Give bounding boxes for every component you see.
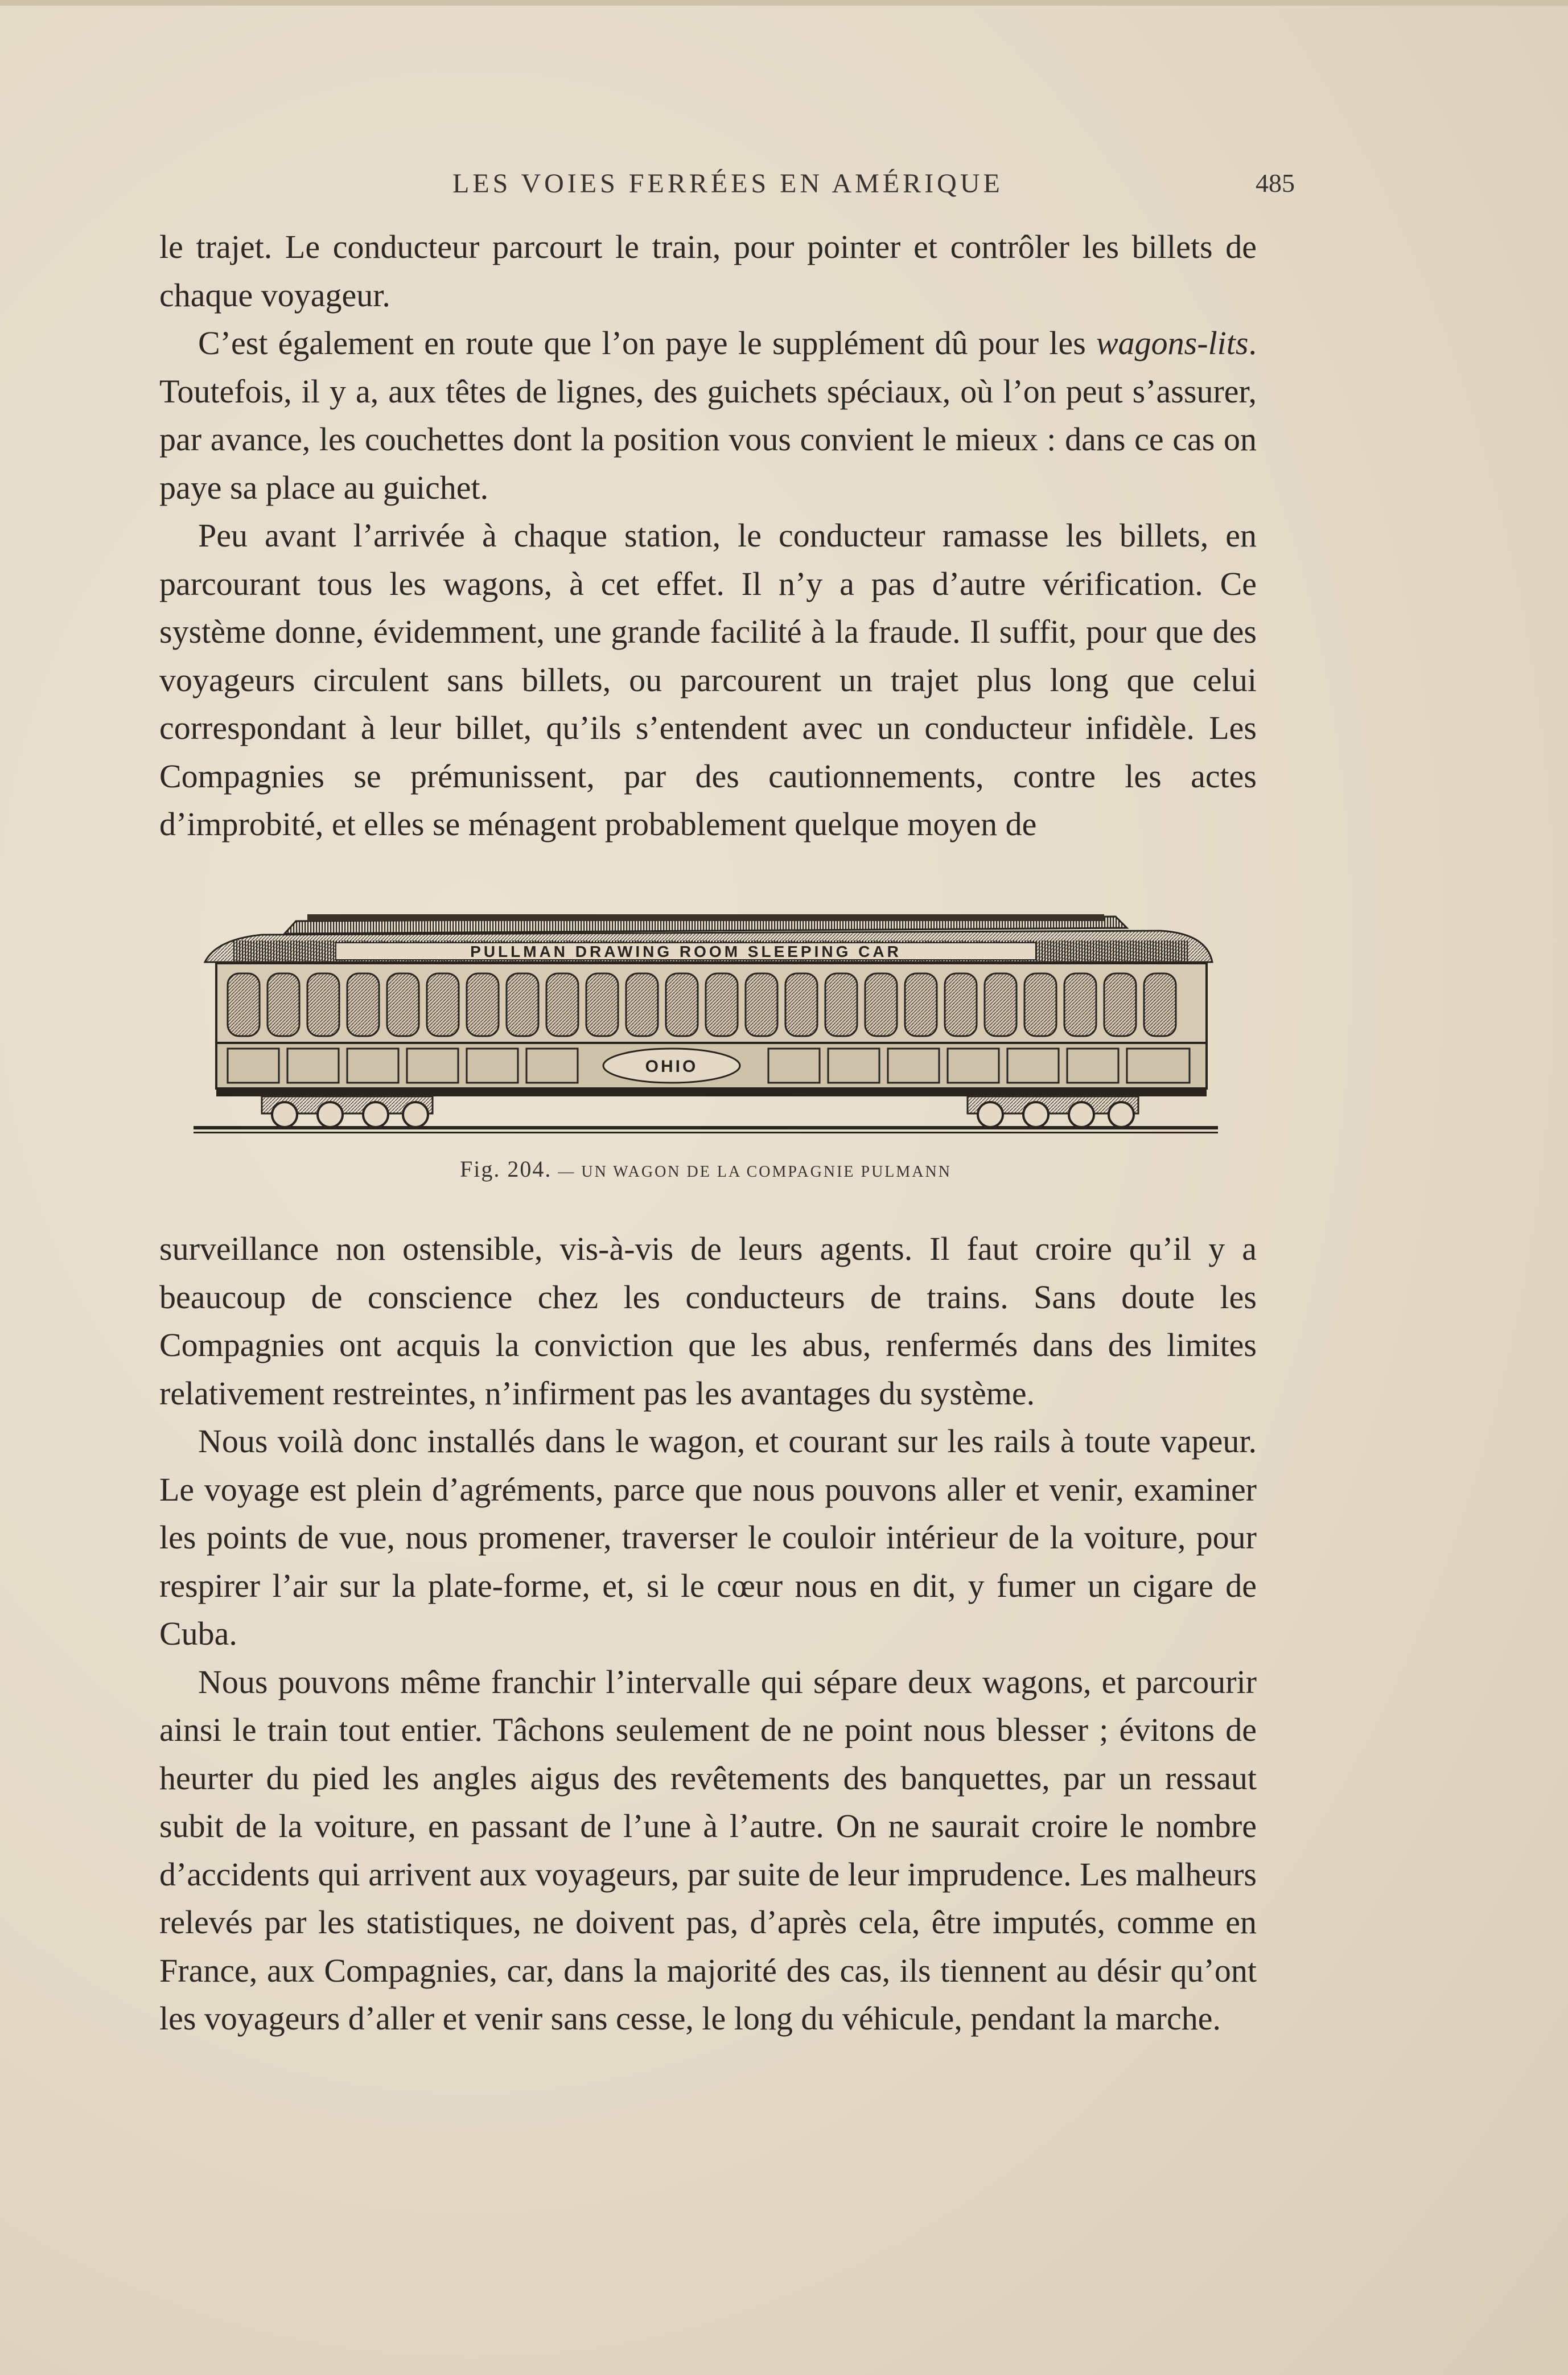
italic-term: wagons-lits	[1096, 324, 1249, 361]
page-number: 485	[1256, 169, 1295, 198]
paragraph: le trajet. Le conducteur parcourt le train, pour pointer et contrôler les billets de chaque voyageur.	[159, 228, 1257, 314]
paragraph: surveillance non ostensible, vis-à-vis de leurs agents. Il faut croire qu’il y a beaucoup de conscience chez les conducteurs de trains. Sans doute les Compagnies ont acquis la conviction que les abus, renfermés dans des limites relativement restreintes, n’infirment pas les avantages du système.	[159, 1230, 1257, 1412]
caption-label: Fig. 204.	[460, 1156, 552, 1182]
car-banner-text: PULLMAN DRAWING ROOM SLEEPING CAR	[470, 943, 902, 960]
figure-caption	[194, 1156, 1218, 1182]
paragraph	[159, 319, 1257, 512]
pullman-car-engraving	[194, 899, 1218, 1139]
page-top-edge	[0, 0, 1568, 6]
paragraph: Nous pouvons même franchir l’intervalle qui sépare deux wagons, et parcourir ainsi le train tout entier. Tâchons seulement de ne point nous blesser ; évitons de heurter du pied les angles aigus des revêtements des banquettes, par un ressaut subit de la voiture, en passant de l’une à l’autre. On ne saurait croire le nombre d’accidents qui arrivent aux voyageurs, par suite de leur imprudence. Les malheurs relevés par les statistiques, ne doivent pas, d’après cela, être imputés, comme en France, aux Compagnies, car, dans la majorité des cas, ils tiennent au désir qu’ont les voyageurs d’aller et venir sans cesse, le long du véhicule, pendant la marche.	[159, 1663, 1257, 2037]
paragraph: Peu avant l’arrivée à chaque station, le conducteur ramasse les billets, en parcourant tous les wagons, à cet effet. Il n’y a pas d’autre vérification. Ce système donne, évidemment, une grande facilité à la fraude. Il suffit, pour que des voyageurs circulent sans billets, ou parcourent un trajet plus long que celui correspondant à leur billet, qu’ils s’entendent avec un conducteur infidèle. Les Compagnies se prémunissent, par des cautionnements, contre les actes d’improbité, et elles se ménagent probablement quelque moyen de	[159, 517, 1257, 843]
paragraph-text: C’est également en route que l’on paye le supplément dû pour les	[198, 324, 1096, 361]
pullman-car-illustration	[194, 899, 1218, 1139]
page-header	[157, 168, 1295, 213]
caption-text: — UN WAGON DE LA COMPAGNIE PULMANN	[558, 1163, 952, 1181]
car-name-text: OHIO	[645, 1057, 698, 1076]
body-text-top	[159, 223, 1257, 849]
paragraph-text: . Toutefois, il y a, aux têtes de lignes, des guichets spéciaux, où l’on peut s’assurer, par avance, les couchettes dont la position vous convient le mieux : dans ce cas on paye sa place au guichet.	[159, 324, 1257, 506]
body-text-bottom	[159, 1225, 1257, 2043]
running-title: LES VOIES FERRÉES EN AMÉRIQUE	[452, 169, 1003, 199]
paragraph: Nous voilà donc installés dans le wagon, et courant sur les rails à toute vapeur. Le voyage est plein d’agréments, parce que nous pouvons aller et venir, examiner les points de vue, nous promener, traverser le couloir intérieur de la voiture, pour respirer l’air sur la plate-forme, et, si le cœur nous en dit, y fumer un cigare de Cuba.	[159, 1423, 1257, 1652]
